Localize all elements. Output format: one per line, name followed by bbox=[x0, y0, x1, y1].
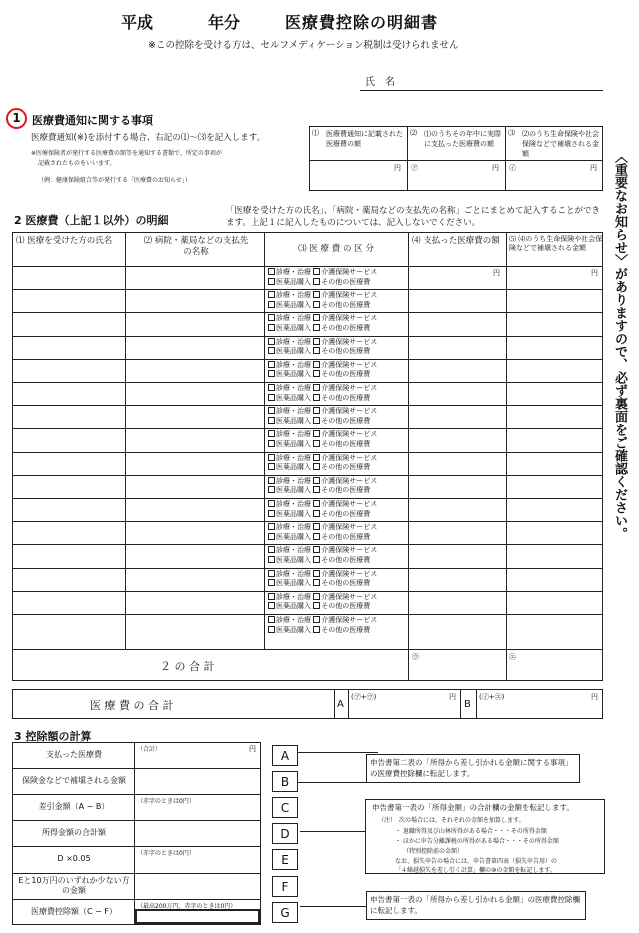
checkbox[interactable] bbox=[268, 616, 275, 623]
category-label: 介護保険サービス bbox=[321, 268, 378, 276]
row-patient-name-input[interactable] bbox=[13, 545, 124, 566]
checkbox[interactable] bbox=[313, 510, 320, 517]
checkbox[interactable] bbox=[313, 593, 320, 600]
checkbox[interactable] bbox=[268, 523, 275, 530]
checkbox[interactable] bbox=[268, 463, 275, 470]
category-label: 医薬品購入 bbox=[276, 602, 311, 611]
row-patient-name-input[interactable] bbox=[13, 522, 124, 543]
side-important-notice: 〈重要なお知らせ〉がありますので、必ず裏面をご確認ください。 bbox=[612, 150, 627, 540]
row-patient-name-input[interactable] bbox=[13, 592, 124, 613]
calc-row-divider bbox=[12, 846, 261, 847]
category-label: 診療・治療 bbox=[276, 337, 311, 346]
row-paid-amount-input[interactable] bbox=[409, 267, 505, 288]
category-label: 介護保険サービス bbox=[321, 291, 378, 300]
row-covered-amount-input[interactable] bbox=[507, 429, 602, 450]
section1-col1-input[interactable] bbox=[310, 171, 406, 190]
row-paid-amount-input[interactable] bbox=[409, 499, 505, 520]
category-label: 診療・治療 bbox=[276, 430, 311, 439]
category-label: 診療・治療 bbox=[276, 523, 311, 532]
row-payee-input[interactable] bbox=[126, 615, 263, 636]
category-label: 介護保険サービス bbox=[321, 337, 378, 346]
row-payee-input[interactable] bbox=[126, 406, 263, 427]
row-patient-name-input[interactable] bbox=[13, 383, 124, 404]
calc-row-letter-box: E bbox=[272, 849, 298, 870]
calc-row-divider bbox=[12, 820, 261, 821]
checkbox[interactable] bbox=[268, 314, 275, 321]
section2-title: 2 医療費（上記１以外）の明細 bbox=[14, 214, 169, 227]
row-category-checkboxes bbox=[268, 407, 408, 426]
section2-header-payee: ⑵ 病院・薬局などの支払先の名称 bbox=[143, 236, 249, 257]
grand-total-a-input[interactable] bbox=[349, 702, 459, 718]
calc-row-letter-box: A bbox=[272, 745, 298, 766]
category-label: その他の医療費 bbox=[321, 463, 371, 472]
checkbox[interactable] bbox=[313, 370, 320, 377]
category-label: 医薬品購入 bbox=[276, 579, 311, 588]
calc-row-label: 差引金額（A − B） bbox=[38, 802, 110, 812]
checkbox[interactable] bbox=[313, 338, 320, 345]
row-category-checkboxes bbox=[268, 268, 408, 287]
category-label: その他の医療費 bbox=[321, 555, 371, 564]
category-label: その他の医療費 bbox=[321, 509, 371, 518]
row-category-checkboxes bbox=[268, 384, 408, 403]
row-category-checkboxes bbox=[268, 454, 408, 473]
section1-col1-header: ⑴ 医療費通知に記載された医療費の額 bbox=[312, 129, 403, 148]
row-covered-amount-input[interactable] bbox=[507, 545, 602, 566]
row-covered-amount-input[interactable] bbox=[507, 406, 602, 427]
category-label: その他の医療費 bbox=[321, 532, 371, 541]
checkbox[interactable] bbox=[268, 430, 275, 437]
calc-row-amount-input[interactable] bbox=[135, 830, 260, 845]
category-label: 診療・治療 bbox=[276, 546, 311, 555]
category-label: その他の医療費 bbox=[321, 393, 371, 402]
category-label: 介護保険サービス bbox=[321, 384, 378, 392]
checkbox[interactable] bbox=[268, 384, 275, 391]
checkbox[interactable] bbox=[268, 626, 275, 633]
checkbox[interactable] bbox=[313, 291, 320, 298]
calc-row-label: 保険金などで補塡される金額 bbox=[22, 776, 126, 786]
row-category-checkboxes bbox=[268, 500, 408, 519]
calc-row-sublabel: （赤字のときは0円） bbox=[137, 798, 195, 806]
category-label: 診療・治療 bbox=[276, 360, 311, 369]
category-label: 介護保険サービス bbox=[321, 500, 378, 508]
row-category-checkboxes bbox=[268, 430, 408, 449]
category-label: 介護保険サービス bbox=[321, 314, 378, 323]
checkbox[interactable] bbox=[268, 440, 275, 447]
section2-mark-e: ㋓ bbox=[509, 653, 516, 661]
category-label: 介護保険サービス bbox=[321, 592, 378, 601]
row-patient-name-input[interactable] bbox=[13, 290, 124, 311]
row-paid-amount-input[interactable] bbox=[409, 406, 505, 427]
calc-row-amount-input[interactable] bbox=[135, 909, 260, 924]
row-covered-amount-input[interactable] bbox=[507, 290, 602, 311]
category-label: 介護保険サービス bbox=[321, 616, 378, 624]
row-covered-amount-input[interactable] bbox=[507, 522, 602, 543]
note-d-title: 申告書第一表の「所得金額」の合計欄の金額を転記します。 bbox=[372, 803, 574, 812]
category-label: 介護保険サービス bbox=[321, 407, 378, 416]
checkbox[interactable] bbox=[268, 324, 275, 331]
section2-header-paid: ⑷ 支払った医療費の額 bbox=[412, 236, 500, 246]
grand-total-a-yen: 円 bbox=[449, 693, 456, 701]
checkbox[interactable] bbox=[313, 626, 320, 633]
row-paid-amount-input[interactable] bbox=[409, 569, 505, 590]
era-label: 平成 bbox=[121, 13, 154, 32]
row-paid-amount-input[interactable] bbox=[409, 337, 505, 358]
row-payee-input[interactable] bbox=[126, 290, 263, 311]
calc-row-divider bbox=[12, 899, 261, 900]
checkbox[interactable] bbox=[313, 570, 320, 577]
checkbox[interactable] bbox=[268, 570, 275, 577]
category-label: その他の医療費 bbox=[321, 602, 371, 611]
checkbox[interactable] bbox=[313, 394, 320, 401]
row-category-checkboxes bbox=[268, 523, 408, 542]
checkbox[interactable] bbox=[268, 486, 275, 493]
category-label: その他の医療費 bbox=[321, 579, 371, 588]
category-label: 医薬品購入 bbox=[276, 347, 311, 356]
row-paid-amount-input[interactable] bbox=[409, 453, 505, 474]
category-label: 医薬品購入 bbox=[276, 277, 311, 286]
section2-header-category: ⑶ 医 療 費 の 区 分 bbox=[298, 244, 374, 254]
checkbox[interactable] bbox=[313, 486, 320, 493]
checkbox[interactable] bbox=[268, 546, 275, 553]
checkbox[interactable] bbox=[313, 500, 320, 507]
section2-total-paid-input[interactable] bbox=[409, 662, 505, 680]
category-label: 医薬品購入 bbox=[276, 532, 311, 541]
row-covered-amount-input[interactable] bbox=[507, 615, 602, 636]
category-label: その他の医療費 bbox=[321, 486, 371, 495]
note-d-line2: ・ 退職所得及び山林所得がある場合・・・その所得金額 bbox=[395, 828, 547, 835]
category-label: その他の医療費 bbox=[321, 300, 371, 309]
category-label: 診療・治療 bbox=[276, 476, 311, 485]
checkbox[interactable] bbox=[268, 602, 275, 609]
calc-row-label: 医療費控除額（C − F） bbox=[31, 906, 117, 916]
note-d-line3: ・ ほかに申告分離課税の所得がある場合・・・その所得金額 bbox=[395, 838, 559, 845]
category-label: 医薬品購入 bbox=[276, 393, 311, 402]
category-label: その他の医療費 bbox=[321, 625, 371, 634]
checkbox[interactable] bbox=[268, 454, 275, 461]
checkbox[interactable] bbox=[313, 454, 320, 461]
section1-col3-yen: 円 bbox=[590, 164, 597, 172]
row-paid-amount-input[interactable] bbox=[409, 429, 505, 450]
checkbox[interactable] bbox=[268, 510, 275, 517]
calc-row-letter-box: D bbox=[272, 823, 298, 844]
row-patient-name-input[interactable] bbox=[13, 453, 124, 474]
row-patient-name-input[interactable] bbox=[13, 476, 124, 497]
grand-total-b-label: B bbox=[464, 699, 471, 710]
row-patient-name-input[interactable] bbox=[13, 499, 124, 520]
row-payee-input[interactable] bbox=[126, 522, 263, 543]
checkbox[interactable] bbox=[313, 407, 320, 414]
row-covered-amount-input[interactable] bbox=[507, 267, 602, 288]
row-covered-amount-input[interactable] bbox=[507, 592, 602, 613]
category-label: 診療・治療 bbox=[276, 268, 311, 276]
page-title: 医療費控除の明細書 bbox=[285, 13, 439, 32]
section1-col2-input[interactable] bbox=[408, 171, 504, 190]
checkbox[interactable] bbox=[313, 324, 320, 331]
checkbox[interactable] bbox=[268, 417, 275, 424]
section1-col3-header: ⑶ ⑵のうち生命保険や社会保険などで補塡される金額 bbox=[508, 129, 599, 158]
note-d-line6: 「４繰越損失を差し引く計算」欄の⑩の金額を転記します。 bbox=[395, 867, 556, 874]
calc-row-label: 支払った医療費 bbox=[46, 750, 102, 760]
checkbox[interactable] bbox=[313, 301, 320, 308]
calc-row-sublabel: （最高200万円、赤字のときは0円） bbox=[137, 902, 237, 910]
calc-row-amount-input[interactable] bbox=[135, 752, 260, 767]
category-label: 介護保険サービス bbox=[321, 569, 378, 578]
row-payee-input[interactable] bbox=[126, 337, 263, 358]
row-covered-amount-input[interactable] bbox=[507, 337, 602, 358]
grand-total-a-label: A bbox=[337, 699, 344, 710]
checkbox[interactable] bbox=[313, 314, 320, 321]
category-label: 診療・治療 bbox=[276, 569, 311, 578]
checkbox[interactable] bbox=[268, 338, 275, 345]
checkbox[interactable] bbox=[268, 500, 275, 507]
calc-row-letter-box: C bbox=[272, 797, 298, 818]
checkbox[interactable] bbox=[313, 533, 320, 540]
checkbox[interactable] bbox=[268, 301, 275, 308]
section1-mark-i: ㋑ bbox=[509, 164, 516, 172]
row-paid-yen: 円 bbox=[493, 269, 500, 277]
calc-row-label: D ×0.05 bbox=[57, 854, 91, 864]
note-g-text: 申告書第一表の「所得から差し引かれる金額」の医療費控除欄に転記します。 bbox=[370, 895, 580, 915]
checkbox[interactable] bbox=[313, 430, 320, 437]
section1-title: 医療費通知に関する事項 bbox=[32, 114, 153, 127]
category-label: その他の医療費 bbox=[321, 439, 371, 448]
row-paid-amount-input[interactable] bbox=[409, 476, 505, 497]
category-label: 介護保険サービス bbox=[321, 360, 378, 369]
checkbox[interactable] bbox=[313, 347, 320, 354]
section1-col1-yen: 円 bbox=[394, 164, 401, 172]
calc-row-amount-input[interactable] bbox=[135, 883, 260, 898]
notice-text: ※この控除を受ける方は、セルフメディケーション税制は受けられません bbox=[148, 40, 459, 51]
category-label: 医薬品購入 bbox=[276, 486, 311, 495]
row-payee-input[interactable] bbox=[126, 360, 263, 381]
checkbox[interactable] bbox=[313, 616, 320, 623]
calc-row-amount-input[interactable] bbox=[135, 778, 260, 793]
note-ab-text: 申告書第二表の「所得から差し引かれる金額に関する事項」の医療費控除欄に転記します。 bbox=[370, 758, 573, 778]
checkbox[interactable] bbox=[313, 546, 320, 553]
section3-title: 3 控除額の計算 bbox=[14, 730, 92, 743]
category-label: 診療・治療 bbox=[276, 500, 311, 508]
checkbox[interactable] bbox=[268, 370, 275, 377]
row-patient-name-input[interactable] bbox=[13, 569, 124, 590]
row-paid-amount-input[interactable] bbox=[409, 522, 505, 543]
checkbox[interactable] bbox=[313, 477, 320, 484]
grand-total-b-formula: (㋑+㋓) bbox=[479, 693, 505, 701]
section2-note: 「医療を受けた方の氏名」、「病院・薬局などの支払先の名称」ごとにまとめて記入することができます。上記１に記入したものについては、記入しないでください。 bbox=[226, 206, 601, 228]
name-field-line[interactable] bbox=[360, 90, 603, 91]
grand-total-label: 医 療 費 の 合 計 bbox=[90, 699, 174, 712]
row-paid-amount-input[interactable] bbox=[409, 592, 505, 613]
grand-total-a-formula: (㋐+㋒) bbox=[351, 693, 377, 701]
checkbox[interactable] bbox=[313, 440, 320, 447]
checkbox[interactable] bbox=[268, 291, 275, 298]
category-label: 診療・治療 bbox=[276, 592, 311, 601]
category-label: 診療・治療 bbox=[276, 384, 311, 392]
row-patient-name-input[interactable] bbox=[13, 615, 124, 636]
row-paid-amount-input[interactable] bbox=[409, 545, 505, 566]
category-label: 介護保険サービス bbox=[321, 453, 378, 462]
row-payee-input[interactable] bbox=[126, 499, 263, 520]
row-payee-input[interactable] bbox=[126, 429, 263, 450]
checkbox[interactable] bbox=[268, 268, 275, 275]
row-paid-amount-input[interactable] bbox=[409, 360, 505, 381]
checkbox[interactable] bbox=[313, 463, 320, 470]
row-category-checkboxes bbox=[268, 477, 408, 496]
section1-col2-yen: 円 bbox=[492, 164, 499, 172]
section2-total-label: ２ の 合 計 bbox=[160, 660, 215, 673]
row-category-checkboxes bbox=[268, 361, 408, 380]
row-paid-amount-input[interactable] bbox=[409, 313, 505, 334]
row-covered-yen: 円 bbox=[591, 269, 598, 277]
row-payee-input[interactable] bbox=[126, 453, 263, 474]
category-label: 介護保険サービス bbox=[321, 523, 378, 532]
checkbox[interactable] bbox=[268, 278, 275, 285]
checkbox[interactable] bbox=[268, 579, 275, 586]
row-paid-amount-input[interactable] bbox=[409, 383, 505, 404]
section2-header-name: ⑴ 医療を受けた方の氏名 bbox=[16, 236, 113, 246]
category-label: 医薬品購入 bbox=[276, 370, 311, 379]
category-label: 診療・治療 bbox=[276, 291, 311, 300]
calc-row-sublabel: （赤字のときは0円） bbox=[137, 850, 195, 858]
section2-mark-u: ㋒ bbox=[412, 653, 419, 661]
section2-total-covered-input[interactable] bbox=[507, 662, 602, 680]
row-covered-amount-input[interactable] bbox=[507, 383, 602, 404]
checkbox[interactable] bbox=[313, 523, 320, 530]
section1-col3-input[interactable] bbox=[506, 171, 602, 190]
row-patient-name-input[interactable] bbox=[13, 337, 124, 358]
checkbox[interactable] bbox=[313, 579, 320, 586]
row-covered-amount-input[interactable] bbox=[507, 476, 602, 497]
row-patient-name-input[interactable] bbox=[13, 360, 124, 381]
category-label: 診療・治療 bbox=[276, 407, 311, 416]
category-label: 介護保険サービス bbox=[321, 476, 378, 485]
checkbox[interactable] bbox=[268, 533, 275, 540]
section2-header-covered: ⑸ ⑷のうち生命保険や社会保険などで補塡される金額 bbox=[509, 235, 603, 252]
calc-row-label: Eと10万円のいずれか少ない方の金額 bbox=[18, 875, 130, 895]
row-covered-amount-input[interactable] bbox=[507, 569, 602, 590]
category-label: その他の医療費 bbox=[321, 277, 371, 286]
category-label: その他の医療費 bbox=[321, 370, 371, 379]
section1-col2-header: ⑵ ⑴のうちその年中に実際に支払った医療費の額 bbox=[410, 129, 501, 148]
row-paid-amount-input[interactable] bbox=[409, 290, 505, 311]
row-patient-name-input[interactable] bbox=[13, 429, 124, 450]
row-category-checkboxes bbox=[268, 570, 408, 589]
row-patient-name-input[interactable] bbox=[13, 406, 124, 427]
checkbox[interactable] bbox=[268, 556, 275, 563]
calc-row-divider bbox=[12, 873, 261, 874]
section1-mark-a: ㋐ bbox=[411, 164, 418, 172]
row-category-checkboxes bbox=[268, 616, 408, 635]
checkbox[interactable] bbox=[313, 278, 320, 285]
row-covered-amount-input[interactable] bbox=[507, 313, 602, 334]
grand-total-b-input[interactable] bbox=[477, 702, 602, 718]
calc-row-label: 所得金額の合計額 bbox=[42, 828, 106, 838]
category-label: その他の医療費 bbox=[321, 323, 371, 332]
category-label: 診療・治療 bbox=[276, 616, 311, 624]
checkbox[interactable] bbox=[268, 394, 275, 401]
note-d-line1: （注） 次の場合には、それぞれの金額を加算します。 bbox=[378, 817, 525, 824]
calc-row-divider bbox=[12, 794, 261, 795]
calc-row-sublabel: （合計） bbox=[137, 746, 162, 753]
category-label: 介護保険サービス bbox=[321, 430, 378, 439]
calc-row-amount-input[interactable] bbox=[135, 804, 260, 819]
row-payee-input[interactable] bbox=[126, 545, 263, 566]
section1-number-circle: 1 bbox=[6, 108, 27, 129]
row-covered-amount-input[interactable] bbox=[507, 499, 602, 520]
category-label: 医薬品購入 bbox=[276, 300, 311, 309]
grand-total-b-yen: 円 bbox=[591, 693, 598, 701]
year-suffix: 年分 bbox=[208, 13, 241, 32]
row-payee-input[interactable] bbox=[126, 383, 263, 404]
calc-row-letter-box: B bbox=[272, 771, 298, 792]
category-label: 診療・治療 bbox=[276, 314, 311, 323]
calc-row-amount-input[interactable] bbox=[135, 856, 260, 871]
category-label: 医薬品購入 bbox=[276, 555, 311, 564]
section1-note-2: 記載されたものをいいます。 bbox=[38, 160, 116, 167]
category-label: 診療・治療 bbox=[276, 453, 311, 462]
row-payee-input[interactable] bbox=[126, 476, 263, 497]
row-payee-input[interactable] bbox=[126, 569, 263, 590]
checkbox[interactable] bbox=[313, 384, 320, 391]
category-label: その他の医療費 bbox=[321, 347, 371, 356]
row-paid-amount-input[interactable] bbox=[409, 615, 505, 636]
row-category-checkboxes bbox=[268, 314, 408, 333]
category-label: 医薬品購入 bbox=[276, 439, 311, 448]
row-payee-input[interactable] bbox=[126, 267, 263, 288]
category-label: その他の医療費 bbox=[321, 416, 371, 425]
name-label: 氏 名 bbox=[365, 77, 395, 88]
category-label: 医薬品購入 bbox=[276, 323, 311, 332]
row-category-checkboxes bbox=[268, 338, 408, 357]
section1-note-1: ※医療保険者が発行する医療費の額等を通知する書類で、所定の事項が bbox=[31, 150, 222, 157]
checkbox[interactable] bbox=[313, 361, 320, 368]
row-covered-amount-input[interactable] bbox=[507, 360, 602, 381]
calc-row-divider bbox=[12, 768, 261, 769]
category-label: 介護保険サービス bbox=[321, 546, 378, 555]
checkbox[interactable] bbox=[268, 477, 275, 484]
checkbox[interactable] bbox=[313, 602, 320, 609]
category-label: 医薬品購入 bbox=[276, 509, 311, 518]
calc-row-letter-box: G bbox=[272, 902, 298, 923]
checkbox[interactable] bbox=[268, 347, 275, 354]
checkbox[interactable] bbox=[313, 417, 320, 424]
category-label: 医薬品購入 bbox=[276, 625, 311, 634]
row-payee-input[interactable] bbox=[126, 592, 263, 613]
row-covered-amount-input[interactable] bbox=[507, 453, 602, 474]
row-category-checkboxes bbox=[268, 546, 408, 565]
checkbox[interactable] bbox=[313, 268, 320, 275]
calc-row-letter-box: F bbox=[272, 876, 298, 897]
calc-row-yen: 円 bbox=[249, 745, 256, 753]
note-d-line4: （特別控除前の金額） bbox=[403, 848, 464, 855]
row-category-checkboxes bbox=[268, 291, 408, 310]
row-category-checkboxes bbox=[268, 593, 408, 612]
section1-note-3: （例：健康保険組合等が発行する「医療費のお知らせ」） bbox=[38, 177, 191, 184]
checkbox[interactable] bbox=[268, 407, 275, 414]
checkbox[interactable] bbox=[313, 556, 320, 563]
row-patient-name-input[interactable] bbox=[13, 313, 124, 334]
row-payee-input[interactable] bbox=[126, 313, 263, 334]
section1-desc: 医療費通知(※)を添付する場合、右記の⑴〜⑶を記入します。 bbox=[31, 133, 266, 143]
checkbox[interactable] bbox=[268, 361, 275, 368]
category-label: 医薬品購入 bbox=[276, 463, 311, 472]
checkbox[interactable] bbox=[268, 593, 275, 600]
note-d-line5: なお、損失申告の場合には、申告書第四表（損失申告用）の bbox=[395, 858, 558, 865]
category-label: 医薬品購入 bbox=[276, 416, 311, 425]
row-patient-name-input[interactable] bbox=[13, 267, 124, 288]
